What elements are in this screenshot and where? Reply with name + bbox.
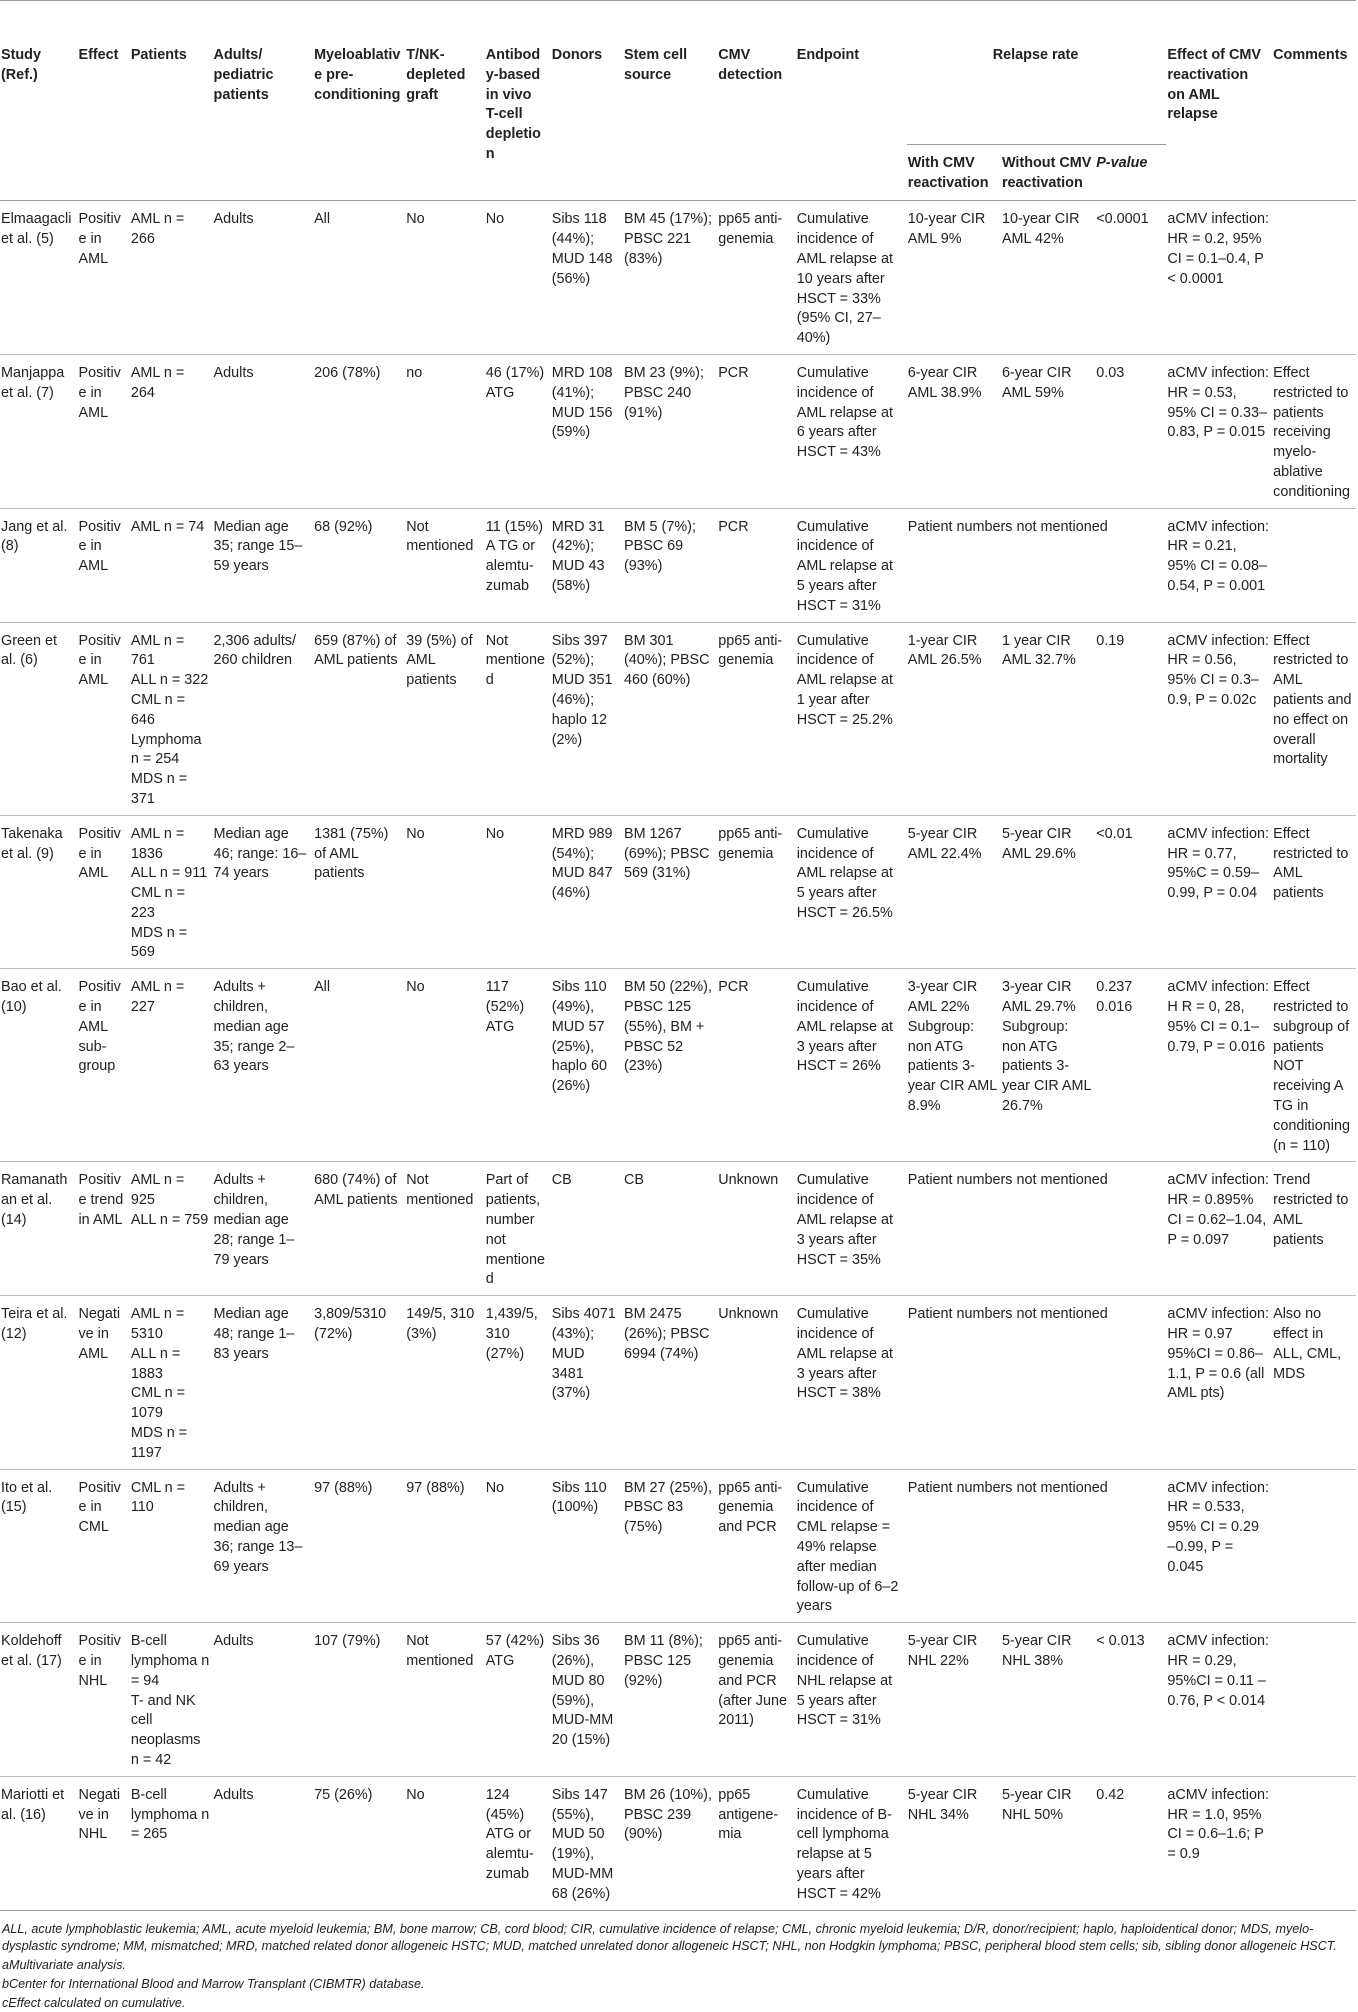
patient-group: B-cell lymphoma n = 94 — [130, 1633, 210, 1689]
cell-tnk: 39 (5%) of AML patients — [406, 632, 473, 689]
cell-study: Ito et al. (15) — [1, 1479, 53, 1516]
patient-group: ALL n = 322 — [130, 672, 209, 689]
cell-stem: BM 23 (9%); PBSC 240 (91%) — [623, 364, 704, 421]
table-header — [0, 1, 1356, 201]
cell-endpoint: Cumulative incidence of B-cell lymphoma relapse at 5 years after HSCT = 42% — [796, 1786, 892, 1902]
cell-adults: 2,306 adults/ 260 children — [213, 632, 296, 669]
cell-effect: Negative in NHL — [78, 1786, 121, 1843]
cell-cmv: Unknown — [718, 1306, 779, 1323]
cell-without: 1 year CIR AML 32.7% — [1001, 632, 1076, 669]
cell-comments: Also no effect in ALL, CML, MDS — [1273, 1306, 1342, 1382]
cell-antibody: No — [485, 1479, 505, 1496]
cell-adults: Adults + children, median age 35; range 2–63 years — [213, 979, 295, 1075]
cell-adults: Adults — [213, 211, 254, 228]
cell-relapse-merged: Patient numbers not mentioned — [907, 1172, 1108, 1189]
patient-group: MDS n = 569 — [130, 924, 188, 961]
header-patients: Patients — [130, 47, 187, 63]
cell-effect: Negative in AML — [78, 1306, 121, 1362]
cell-tnk: no — [406, 364, 423, 381]
cell-pvalue: 0.42 — [1096, 1786, 1125, 1803]
cell-with: 5-year CIR NHL 34% — [907, 1786, 978, 1823]
footnote-b: bCenter for International Blood and Marrow Transplant (CIBMTR) database. — [2, 1976, 425, 1991]
cell-relapse-merged: Patient numbers not mentioned — [907, 518, 1108, 535]
cell-tnk: No — [406, 1786, 425, 1803]
cell-donors: CB — [551, 1172, 572, 1189]
cell-effect-cmv: aCMV infection: HR = 0.29, 95%CI = 0.11 –0.76, P < 0.014 — [1167, 1633, 1269, 1709]
header-row-1 — [0, 1, 1356, 145]
cell-with: 1-year CIR AML 26.5% — [907, 632, 982, 669]
cell-adults: Adults + children, median age 28; range 1–79 years — [213, 1172, 295, 1268]
cell-myelo: 3,809/5310 (72%) — [314, 1306, 387, 1343]
patient-group: AML n = 266 — [130, 211, 185, 248]
cell-adults: Median age 35; range 15–59 years — [213, 518, 303, 575]
cell-adults: Median age 46; range: 16–74 years — [213, 825, 307, 882]
table-row — [0, 1469, 1356, 1623]
table-row — [0, 1296, 1356, 1469]
cell-tnk: 149/5, 310 (3%) — [406, 1306, 475, 1343]
cell-effect: Positive in AML — [78, 211, 121, 267]
cell-pvalue: < 0.013 — [1096, 1633, 1145, 1650]
cell-donors: MRD 31 (42%); MUD 43 (58%) — [551, 518, 605, 594]
cell-effect: Positive in AML — [78, 825, 121, 882]
header-with-cmv: With CMV reactivation — [907, 154, 989, 191]
cell-myelo: 680 (74%) of AML patients — [314, 1172, 398, 1209]
cell-comments: Effect restricted to patients receiving myelo-ablative conditioning — [1273, 364, 1350, 500]
cell-comments — [1272, 1623, 1356, 1777]
cell-without: 10-year CIR AML 42% — [1001, 211, 1080, 248]
table-row — [0, 1623, 1356, 1777]
cell-pvalue: 0.237 0.016 — [1096, 979, 1133, 1016]
cell-antibody: No — [485, 211, 505, 228]
cell-pvalue: 0.03 — [1096, 364, 1125, 381]
patient-group: ALL n = 759 — [130, 1212, 209, 1229]
cell-comments — [1272, 508, 1356, 622]
cell-without: 6-year CIR AML 59% — [1001, 364, 1072, 401]
cell-adults: Adults — [213, 1786, 254, 1803]
header-relapse-rate: Relapse rate — [907, 1, 1167, 145]
cell-cmv: pp65 anti-genemia — [718, 211, 783, 248]
table-row — [0, 622, 1356, 815]
cell-adults: Adults + children, median age 36; range 13–69 years — [213, 1479, 303, 1575]
header-study: Study (Ref.) — [1, 47, 41, 83]
cell-cmv: pp65 anti-genemia and PCR — [718, 1479, 783, 1536]
cell-study: Elmaagacli et al. (5) — [1, 211, 72, 248]
cell-antibody: 11 (15%) A TG or alemtu-zumab — [485, 518, 544, 594]
cell-endpoint: Cumulative incidence of AML relapse at 6 years after HSCT = 43% — [796, 364, 893, 461]
patient-group: B-cell lymphoma n = 265 — [130, 1786, 210, 1843]
cell-donors: Sibs 397 (52%); MUD 351 (46%); haplo 12 (2%) — [551, 632, 613, 748]
cell-endpoint: Cumulative incidence of AML relapse at 3 years after HSCT = 26% — [796, 979, 893, 1075]
cell-tnk: 97 (88%) — [406, 1479, 465, 1496]
cell-effect-cmv: aCMV infection: HR = 0.77, 95%C = 0.59–0.99, P = 0.04 — [1167, 825, 1269, 902]
table-row — [0, 354, 1356, 508]
cell-cmv: pp65 anti-genemia — [718, 632, 783, 669]
header-effect: Effect — [78, 47, 119, 63]
table-row — [0, 1776, 1356, 1910]
patient-group: AML n = 925 — [130, 1172, 185, 1209]
patient-group: CML n = 110 — [130, 1479, 186, 1516]
table-footnotes — [0, 1911, 1357, 2012]
cell-antibody: 117 (52%) ATG — [485, 979, 525, 1035]
table-row — [0, 508, 1356, 622]
cell-effect-cmv: aCMV infection: HR = 0.97 95%CI = 0.86–1.1, P = 0.6 (all AML pts) — [1167, 1306, 1269, 1402]
cell-endpoint: Cumulative incidence of NHL relapse at 5 years after HSCT = 31% — [796, 1633, 893, 1729]
cell-antibody: 1,439/5, 310 (27%) — [485, 1306, 538, 1362]
cell-cmv: PCR — [718, 979, 749, 996]
cell-stem: BM 26 (10%), PBSC 239 (90%) — [623, 1786, 712, 1843]
cell-pvalue: 0.19 — [1096, 632, 1125, 649]
cell-without: 5-year CIR NHL 50% — [1001, 1786, 1072, 1823]
cell-comments: Effect restricted to AML patients — [1273, 825, 1349, 902]
cell-myelo: 1381 (75%) of AML patients — [314, 825, 389, 882]
cell-effect: Positive in AML sub-group — [78, 979, 121, 1075]
cell-study: Teira et al. (12) — [1, 1306, 68, 1343]
cell-relapse-merged: Patient numbers not mentioned — [907, 1479, 1108, 1496]
cell-comments — [1272, 1776, 1356, 1910]
cell-patients — [130, 508, 213, 622]
footnote-a: aMultivariate analysis. — [2, 1957, 126, 1972]
cell-tnk: Not mentioned — [406, 518, 474, 555]
header-stem-cell-source: Stem cell source — [623, 47, 688, 83]
cell-myelo: All — [314, 979, 331, 996]
table-row — [0, 201, 1356, 355]
cell-cmv: pp65 anti-genemia — [718, 825, 783, 862]
cell-antibody: No — [485, 825, 505, 842]
cell-donors: Sibs 110 (49%), MUD 57 (25%), haplo 60 (26%) — [551, 979, 607, 1095]
header-adults-pediatric: Adults/ pediatric patients — [213, 47, 274, 103]
header-antibody-depletion: Antibody-based in vivo T-cell depletion — [485, 47, 541, 162]
cell-study: Manjappa et al. (7) — [1, 364, 65, 401]
cell-study: Koldehoff et al. (17) — [1, 1633, 62, 1669]
cell-cmv: Unknown — [718, 1172, 779, 1189]
cell-effect: Positive trend in AML — [78, 1172, 124, 1229]
cell-myelo: 68 (92%) — [314, 518, 373, 535]
cell-comments — [1272, 201, 1356, 355]
cell-tnk: No — [406, 211, 425, 228]
cell-cmv: pp65 anti-genemia and PCR (after June 2011) — [718, 1633, 787, 1729]
cell-stem: BM 301 (40%); PBSC 460 (60%) — [623, 632, 710, 689]
footnote-abbreviations: ALL, acute lymphoblastic leukemia; AML, acute myeloid leukemia; BM, bone marrow; CB, cord blood; CIR, cumulative incidence of relapse; CML, chronic myeloid leukemia; D/R, donor/recipient; haplo, haploidentical donor; MDS, myelo-dysplastic syndrome; MM, mismatched; MRD, matched related donor allogeneic HSTC; MUD, matched unrelated donor allogeneic HSCT; NHL, non Hodgkin lymphoma; PBSC, peripheral blood stem cells; sib, sibling donor allogeneic HSCT. — [2, 1921, 1337, 1953]
cell-donors: Sibs 36 (26%), MUD 80 (59%), MUD-MM 20 (15%) — [551, 1633, 614, 1749]
cell-myelo: 75 (26%) — [314, 1786, 373, 1803]
cell-tnk: No — [406, 825, 425, 842]
cell-endpoint: Cumulative incidence of AML relapse at 5 years after HSCT = 31% — [796, 518, 893, 614]
patient-group: ALL n = 1883 — [130, 1345, 181, 1382]
cell-tnk: Not mentioned — [406, 1172, 474, 1209]
cell-myelo: All — [314, 211, 331, 228]
cell-effect-cmv: aCMV infection: HR = 0.2, 95% CI = 0.1–0.4, P < 0.0001 — [1167, 211, 1269, 287]
cell-donors: MRD 108 (41%); MUD 156 (59%) — [551, 364, 613, 441]
cell-with: 5-year CIR NHL 22% — [907, 1633, 978, 1669]
cell-patients — [130, 969, 213, 1162]
cell-patients — [130, 1469, 213, 1623]
header-p-value: P-value — [1096, 154, 1148, 171]
cell-comments: Effect restricted to subgroup of patients NOT receiving A TG in conditioning (n = 110) — [1273, 979, 1350, 1154]
cell-effect: Positive in NHL — [78, 1633, 121, 1689]
patient-group: MDS n = 371 — [130, 771, 188, 807]
cell-comments — [1272, 1469, 1356, 1623]
cell-study: Mariotti et al. (16) — [1, 1786, 65, 1823]
header-cmv-detection: CMV detection — [718, 47, 783, 83]
patient-group: AML n = 227 — [130, 979, 185, 1016]
cell-stem: CB — [623, 1172, 644, 1189]
cell-patients — [130, 1296, 213, 1469]
cell-effect-cmv: aCMV infection: HR = 0.533, 95% CI = 0.29 –0.99, P = 0.045 — [1167, 1479, 1269, 1575]
cell-patients — [130, 201, 213, 355]
cell-endpoint: Cumulative incidence of AML relapse at 1 year after HSCT = 25.2% — [796, 632, 893, 728]
header-effect-cmv: Effect of CMV reactivation on AML relapse — [1167, 47, 1261, 123]
cell-stem: BM 45 (17%); PBSC 221 (83%) — [623, 211, 712, 267]
cell-endpoint: Cumulative incidence of AML relapse at 3 years after HSCT = 35% — [796, 1172, 893, 1268]
header-without-cmv: Without CMV reactivation — [1001, 154, 1092, 191]
cell-pvalue: <0.01 — [1096, 825, 1133, 842]
cell-effect-cmv: aCMV infection: HR = 0.895% CI = 0.62–1.04, P = 0.097 — [1167, 1172, 1269, 1248]
cell-antibody: Not mentioned — [485, 632, 545, 689]
cell-endpoint: Cumulative incidence of AML relapse at 3 years after HSCT = 38% — [796, 1306, 893, 1402]
cell-donors: MRD 989 (54%); MUD 847 (46%) — [551, 825, 613, 902]
cell-effect-cmv: aCMV infection: HR = 0.53, 95% CI = 0.33–0.83, P = 0.015 — [1167, 364, 1269, 441]
cell-antibody: 57 (42%) ATG — [485, 1633, 545, 1669]
cell-effect-cmv: aCMV infection: HR = 0.21, 95% CI = 0.08–0.54, P = 0.001 — [1167, 518, 1269, 594]
cell-with: 5-year CIR AML 22.4% — [907, 825, 982, 862]
cell-cmv: PCR — [718, 364, 749, 381]
cell-stem: BM 5 (7%); PBSC 69 (93%) — [623, 518, 696, 575]
cell-patients — [130, 1623, 213, 1777]
cell-study: Green et al. (6) — [1, 632, 57, 669]
cell-without: 5-year CIR NHL 38% — [1001, 1633, 1072, 1669]
cell-with: 3-year CIR AML 22% Subgroup: non ATG patients 3-year CIR AML 8.9% — [907, 979, 997, 1115]
cell-myelo: 659 (87%) of AML patients — [314, 632, 398, 669]
patient-group: CML n = 1079 — [130, 1385, 186, 1422]
cell-comments: Trend restricted to AML patients — [1273, 1172, 1349, 1248]
cell-donors: Sibs 4071 (43%); MUD 3481 (37%) — [551, 1306, 616, 1402]
patient-group: MDS n = 1197 — [130, 1425, 188, 1461]
cell-effect-cmv: aCMV infection: H R = 0, 28, 95% CI = 0.1–0.79, P = 0.016 — [1167, 979, 1269, 1055]
header-tnk-depleted: T/NK-depleted graft — [406, 47, 466, 103]
cell-antibody: 46 (17%) ATG — [485, 364, 545, 401]
cell-myelo: 206 (78%) — [314, 364, 381, 381]
table-row — [0, 1162, 1356, 1296]
header-comments: Comments — [1273, 47, 1348, 63]
cell-pvalue: <0.0001 — [1096, 211, 1149, 228]
cell-endpoint: Cumulative incidence of AML relapse at 5 years after HSCT = 26.5% — [796, 825, 893, 921]
cell-stem: BM 50 (22%), PBSC 125 (55%), BM + PBSC 52 (23%) — [623, 979, 712, 1075]
patient-group: Lymphoma n = 254 — [130, 731, 202, 768]
cell-study: Bao et al. (10) — [1, 979, 62, 1016]
cell-donors: Sibs 118 (44%); MUD 148 (56%) — [551, 211, 613, 287]
table-row — [0, 969, 1356, 1162]
cell-cmv: pp65 antigene-mia — [718, 1786, 779, 1843]
cell-patients — [130, 1776, 213, 1910]
cell-patients — [130, 354, 213, 508]
cell-with: 6-year CIR AML 38.9% — [907, 364, 982, 401]
header-endpoint: Endpoint — [796, 47, 860, 63]
cell-antibody: Part of patients, number not mentioned — [485, 1172, 545, 1288]
cell-effect-cmv: aCMV infection: HR = 1.0, 95% CI = 0.6–1.6; P = 0.9 — [1167, 1786, 1269, 1863]
cell-donors: Sibs 147 (55%), MUD 50 (19%), MUD-MM 68 (26%) — [551, 1786, 614, 1902]
patient-group: CML n = 223 — [130, 885, 186, 921]
cell-effect-cmv: aCMV infection: HR = 0.56, 95% CI = 0.3–0.9, P = 0.02c — [1167, 632, 1269, 708]
cell-with: 10-year CIR AML 9% — [907, 211, 986, 248]
cell-adults: Adults — [213, 1633, 254, 1650]
cell-cmv: PCR — [718, 518, 749, 535]
cell-comments: Effect restricted to AML patients and no effect on overall mortality — [1273, 632, 1352, 768]
cell-without: 3-year CIR AML 29.7% Subgroup: non ATG patients 3-year CIR AML 26.7% — [1001, 979, 1091, 1115]
cell-patients — [130, 815, 213, 969]
patient-group: AML n = 1836 — [130, 825, 185, 862]
cell-study: Takenaka et al. (9) — [1, 825, 63, 862]
patient-group: T- and NK cell neoplasms n = 42 — [130, 1692, 201, 1768]
header-myeloablative: Myeloablative pre-conditioning — [314, 47, 401, 103]
cell-tnk: Not mentioned — [406, 1633, 474, 1669]
cell-antibody: 124 (45%) ATG or alemtu-zumab — [485, 1786, 534, 1882]
cell-stem: BM 1267 (69%); PBSC 569 (31%) — [623, 825, 710, 882]
cell-effect: Positive in AML — [78, 364, 121, 421]
header-donors: Donors — [551, 47, 603, 63]
cell-effect: Positive in AML — [78, 518, 121, 575]
cell-relapse-merged: Patient numbers not mentioned — [907, 1306, 1108, 1323]
cell-stem: BM 27 (25%), PBSC 83 (75%) — [623, 1479, 712, 1536]
patient-group: CML n = 646 — [130, 691, 186, 728]
patient-group: AML n = 5310 — [130, 1306, 185, 1343]
cell-donors: Sibs 110 (100%) — [551, 1479, 607, 1516]
patient-group: AML n = 74 — [130, 518, 205, 535]
cell-adults: Median age 48; range 1–83 years — [213, 1306, 295, 1362]
cell-without: 5-year CIR AML 29.6% — [1001, 825, 1076, 862]
cell-myelo: 107 (79%) — [314, 1633, 381, 1650]
cell-endpoint: Cumulative incidence of AML relapse at 10 years after HSCT = 33% (95% CI, 27–40%) — [796, 211, 893, 347]
cell-patients — [130, 1162, 213, 1296]
cell-adults: Adults — [213, 364, 254, 381]
cell-study: Jang et al. (8) — [1, 518, 68, 555]
cell-tnk: No — [406, 979, 425, 996]
table-body — [0, 201, 1356, 1910]
footnote-c: cEffect calculated on cumulative. — [2, 1995, 186, 2010]
patient-group: AML n = 264 — [130, 364, 185, 401]
cell-study: Ramanathan et al. (14) — [1, 1172, 68, 1229]
cell-effect: Positive in AML — [78, 632, 121, 689]
table-row — [0, 815, 1356, 969]
cell-effect: Positive in CML — [78, 1479, 121, 1536]
cell-endpoint: Cumulative incidence of CML relapse = 49% relapse after median follow-up of 6–2 years — [796, 1479, 899, 1615]
cell-myelo: 97 (88%) — [314, 1479, 373, 1496]
cell-stem: BM 11 (8%); PBSC 125 (92%) — [623, 1633, 703, 1689]
cell-stem: BM 2475 (26%); PBSC 6994 (74%) — [623, 1306, 710, 1362]
patient-group: AML n = 761 — [130, 632, 185, 669]
cell-patients — [130, 622, 213, 815]
patient-group: ALL n = 911 — [130, 865, 208, 882]
